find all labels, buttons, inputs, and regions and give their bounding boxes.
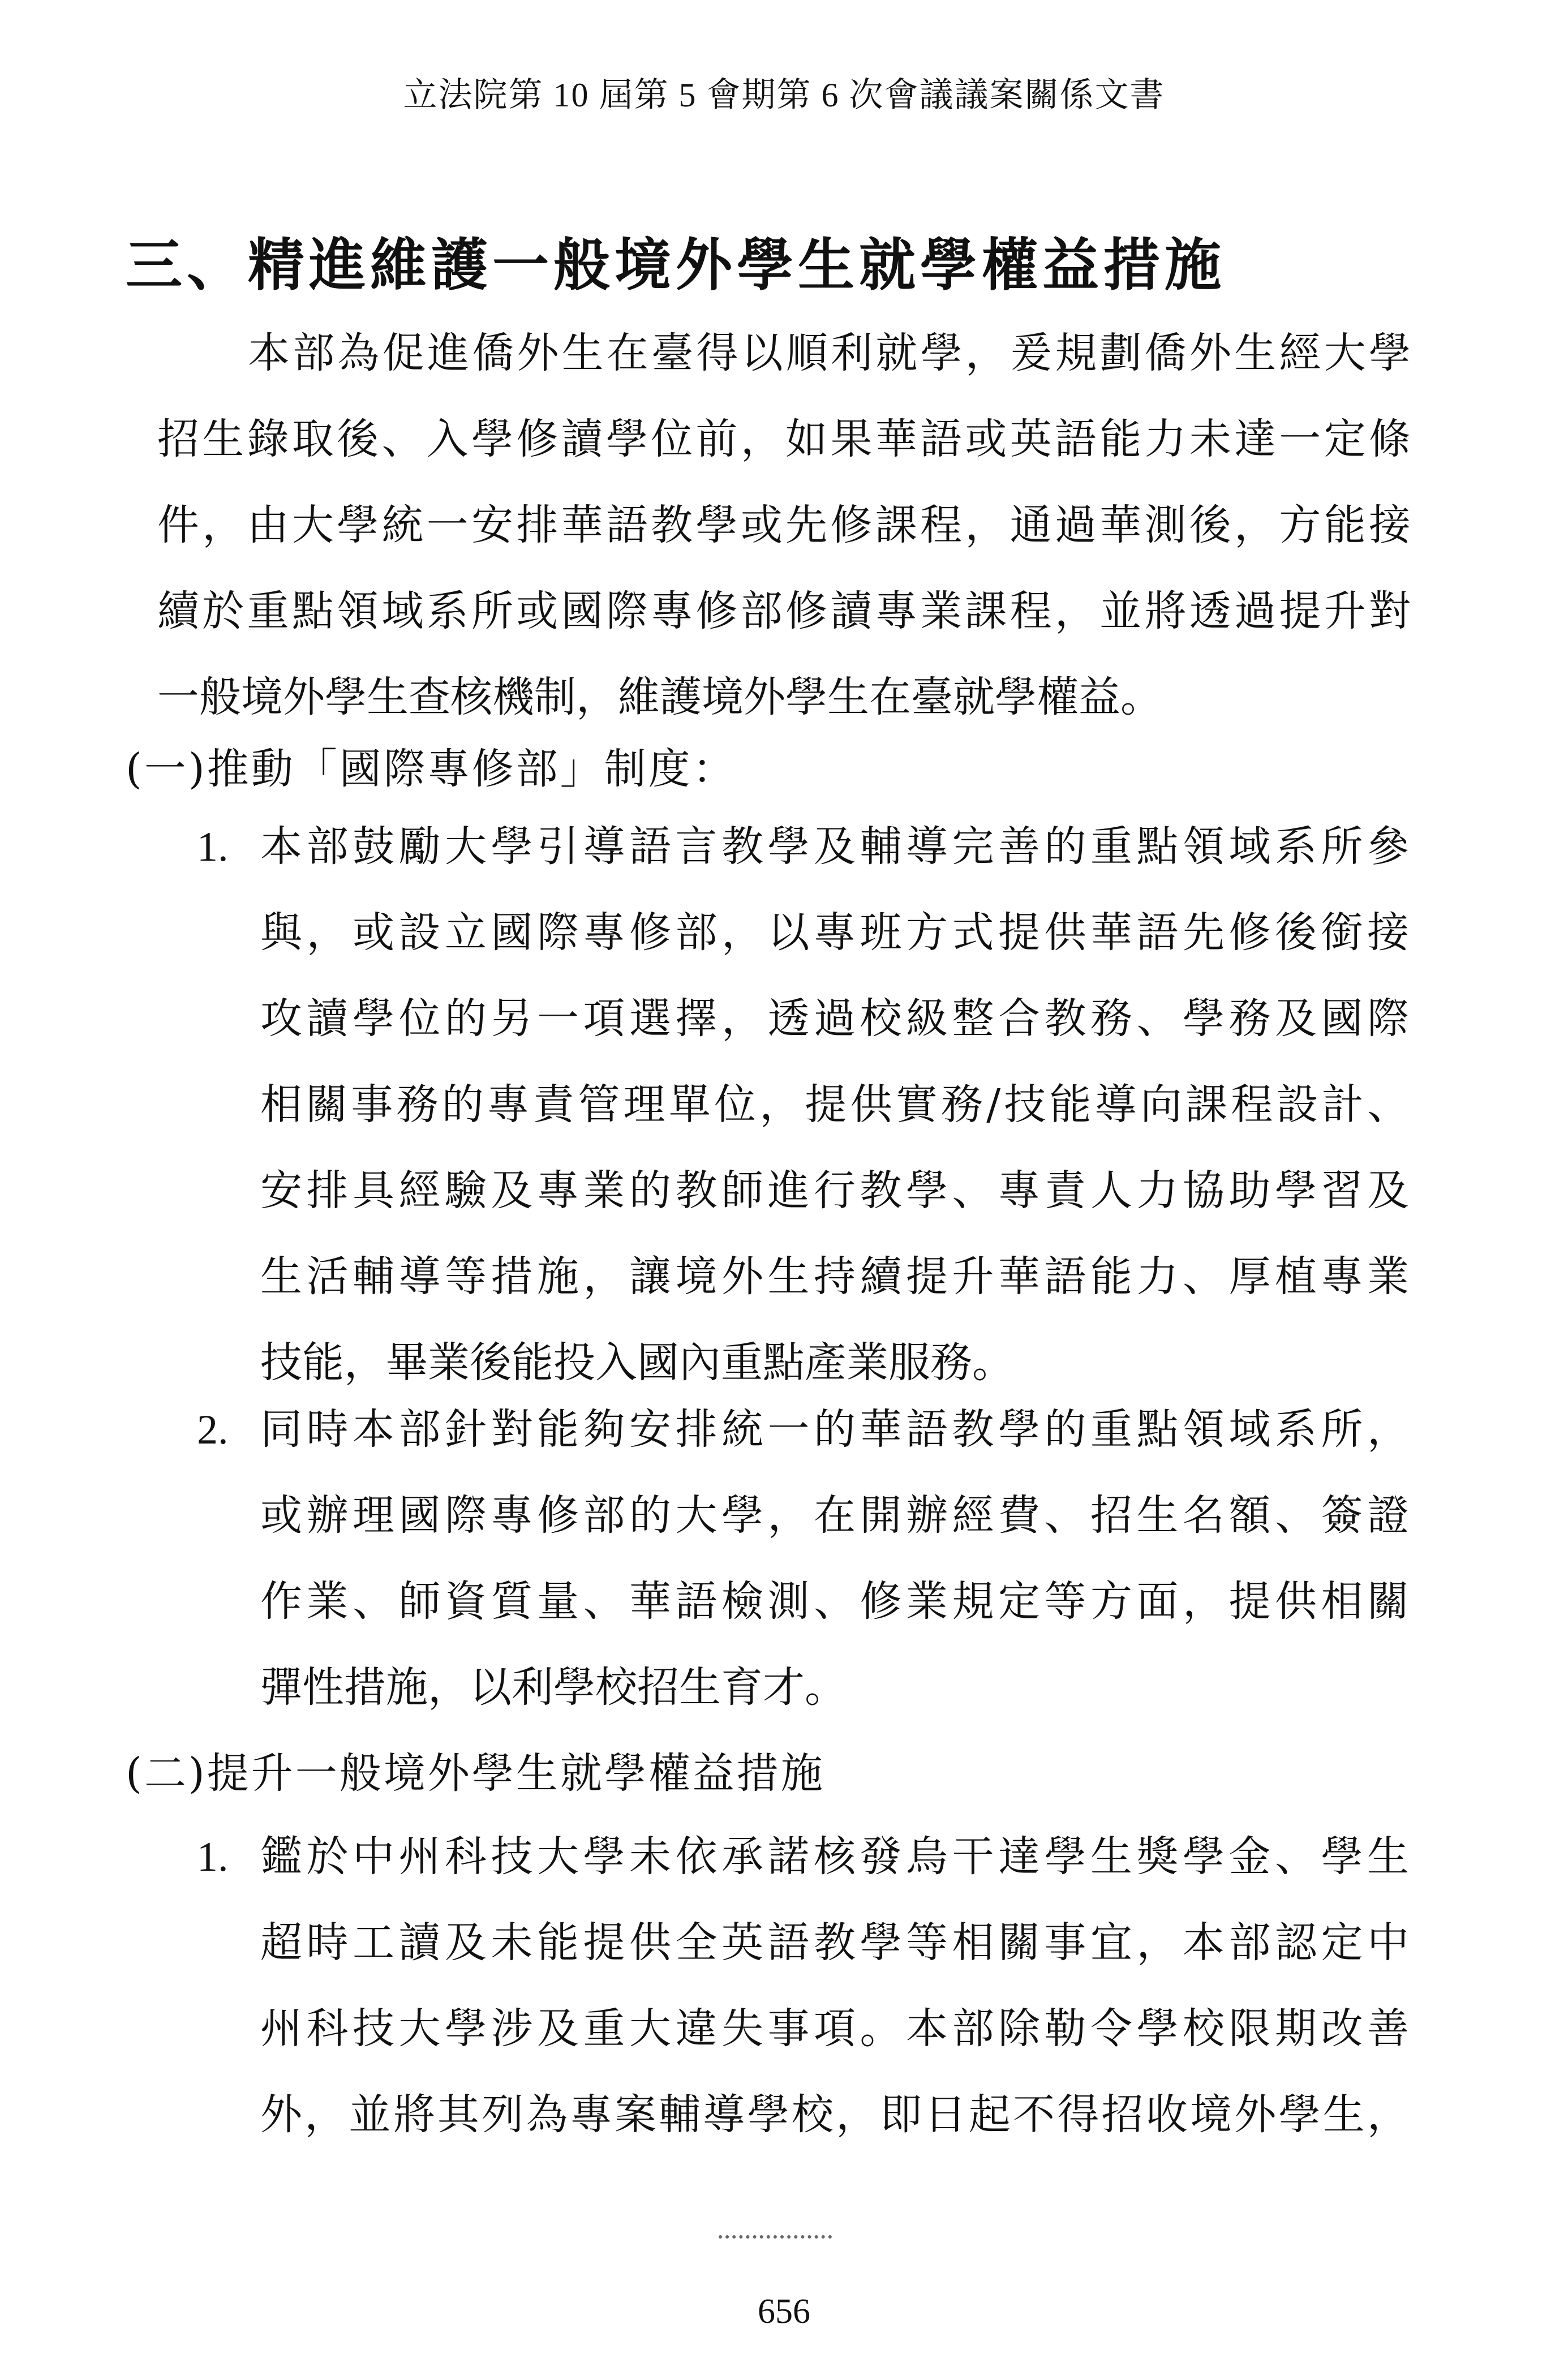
list-number: 1. (197, 824, 229, 870)
item-line: 鑑於中州科技大學未依承諾核發烏干達學生獎學金、學生 (260, 1832, 1409, 1881)
item-line: 安排具經驗及專業的教師進行教學、專責人力協助學習及 (260, 1166, 1409, 1215)
intro-paragraph (157, 310, 1411, 740)
item-line: 或辦理國際專修部的大學，在開辦經費、招生名額、簽證 (260, 1491, 1409, 1540)
intro-line: 一般境外學生查核機制，維護境外學生在臺就學權益。 (157, 673, 1162, 721)
intro-line: 件，由大學統一安排華語教學或先修課程，通過華測後，方能接 (157, 501, 1411, 549)
page-number: 656 (758, 2292, 810, 2331)
item-line: 相關事務的專責管理單位，提供實務/技能導向課程設計、 (260, 1080, 1409, 1129)
subsection-1-item-2 (260, 1386, 1409, 1730)
item-line: 本部鼓勵大學引導語言教學及輔導完善的重點領域系所參 (260, 822, 1409, 871)
intro-line: 本部為促進僑外生在臺得以順利就學，爰規劃僑外生經大學 (248, 329, 1411, 377)
item-line: 州科技大學涉及重大違失事項。本部除勒令學校限期改善 (260, 2004, 1409, 2053)
item-line: 生活輔導等措施，讓境外生持續提升華語能力、厚植專業 (260, 1252, 1409, 1301)
item-line: 作業、師資質量、華語檢測、修業規定等方面，提供相關 (260, 1577, 1409, 1626)
subsection-1-item-1 (260, 804, 1409, 1406)
item-line: 與，或設立國際專修部，以專班方式提供華語先修後銜接 (260, 908, 1409, 957)
subsection-2-heading: (二)提升一般境外學生就學權益措施 (126, 1749, 825, 1798)
scan-artifact (719, 2235, 832, 2244)
subsection-2-item-1 (260, 1814, 1409, 2158)
item-line: 外，並將其列為專案輔導學校，即日起不得招收境外學生， (260, 2090, 1409, 2139)
document-header: 立法院第 10 屆第 5 會期第 6 次會議議案關係文書 (403, 76, 1165, 114)
item-line: 同時本部針對能夠安排統一的華語教學的重點領域系所， (260, 1405, 1409, 1454)
intro-line: 續於重點領域系所或國際專修部修讀專業課程，並將透過提升對 (157, 587, 1411, 635)
item-line: 攻讀學位的另一項選擇，透過校級整合教務、學務及國際 (260, 994, 1409, 1043)
subsection-1-heading: (一)推動「國際專修部」制度： (126, 745, 737, 793)
item-line: 超時工讀及未能提供全英語教學等相關事宜，本部認定中 (260, 1918, 1409, 1967)
item-line: 彈性措施，以利學校招生育才。 (260, 1663, 847, 1712)
item-line: 技能，畢業後能投入國內重點產業服務。 (260, 1338, 1014, 1387)
list-number: 1. (197, 1834, 229, 1880)
list-number: 2. (197, 1407, 229, 1453)
section-title: 三、精進維護一般境外學生就學權益措施 (126, 231, 1226, 298)
intro-line: 招生錄取後、入學修讀學位前，如果華語或英語能力未達一定條 (157, 415, 1411, 463)
